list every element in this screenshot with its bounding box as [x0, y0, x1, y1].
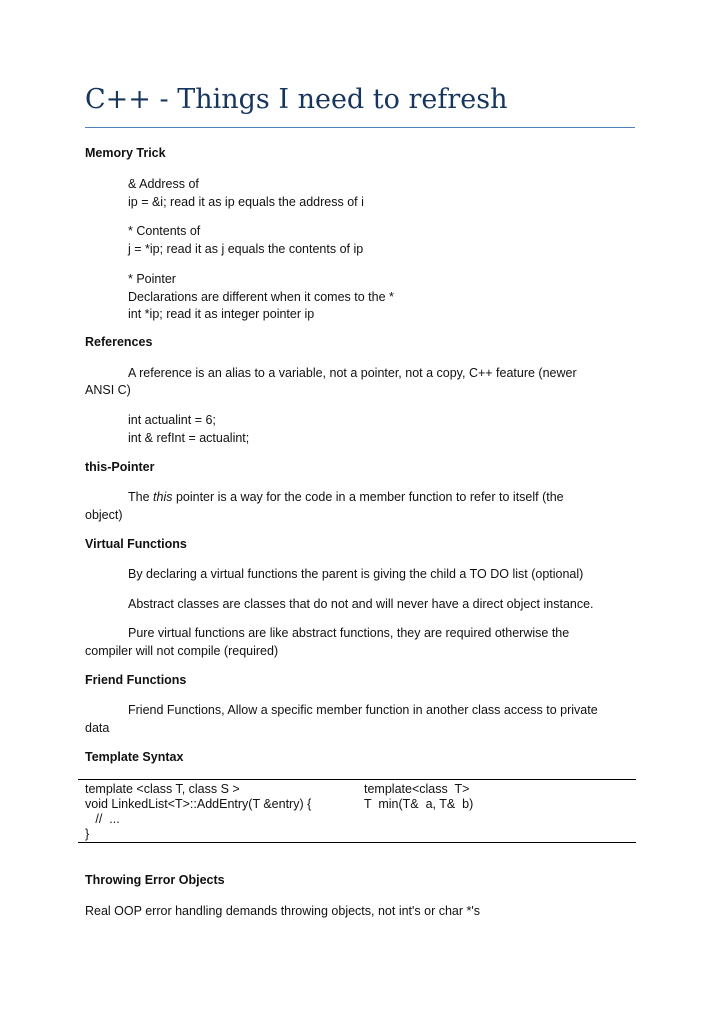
this-pointer-heading: this-Pointer [85, 460, 155, 474]
address-label: & Address of [128, 177, 199, 191]
friend-functions-para-line2: data [85, 721, 110, 735]
virtual-functions-para3-line2: compiler will not compile (required) [85, 644, 279, 658]
pointer-label: * Pointer [128, 272, 176, 286]
this-keyword: this [153, 490, 173, 504]
page-title: C++ - Things I need to refresh [85, 84, 508, 115]
template-syntax-heading: Template Syntax [85, 750, 184, 764]
this-pointer-para-line1 [128, 490, 564, 504]
references-code-line2: int & refInt = actualint; [128, 431, 250, 445]
template-table-top-rule [78, 779, 636, 780]
template-left-line3: // ... [85, 812, 120, 826]
template-right-line1: template<class T> [364, 782, 470, 796]
references-para-line2: ANSI C) [85, 383, 131, 397]
contents-label: * Contents of [128, 224, 201, 238]
title-underline [85, 127, 635, 128]
virtual-functions-para3-line1: Pure virtual functions are like abstract functions, they are required otherwise the [128, 626, 570, 640]
friend-functions-para-line1: Friend Functions, Allow a specific member function in another class access to private [128, 703, 598, 717]
contents-example: j = *ip; read it as j equals the contents of ip [128, 242, 364, 256]
this-pointer-prefix: The [128, 490, 154, 504]
references-para-line1: A reference is an alias to a variable, not a pointer, not a copy, C++ feature (newer [128, 366, 577, 380]
pointer-note: Declarations are different when it comes to the * [128, 290, 394, 304]
references-heading: References [85, 335, 153, 349]
virtual-functions-para2: Abstract classes are classes that do not and will never have a direct object instance. [128, 597, 594, 611]
this-pointer-para-line2: object) [85, 508, 123, 522]
memory-trick-heading: Memory Trick [85, 146, 166, 160]
virtual-functions-para1: By declaring a virtual functions the parent is giving the child a TO DO list (optional) [128, 567, 584, 581]
template-left-line2: void LinkedList<T>::AddEntry(T &entry) { [85, 797, 312, 811]
throwing-errors-para: Real OOP error handling demands throwing objects, not int's or char *'s [85, 904, 481, 918]
virtual-functions-heading: Virtual Functions [85, 537, 187, 551]
template-right-line2: T min(T& a, T& b) [364, 797, 474, 811]
throwing-errors-heading: Throwing Error Objects [85, 873, 225, 887]
this-pointer-suffix: pointer is a way for the code in a member function to refer to itself (the [172, 490, 564, 504]
pointer-example: int *ip; read it as integer pointer ip [128, 307, 315, 321]
references-code-line1: int actualint = 6; [128, 413, 216, 427]
template-table-bottom-rule [78, 842, 636, 843]
friend-functions-heading: Friend Functions [85, 673, 187, 687]
address-example: ip = &i; read it as ip equals the address of i [128, 195, 364, 209]
template-left-line1: template <class T, class S > [85, 782, 240, 796]
template-left-line4: } [85, 827, 90, 841]
